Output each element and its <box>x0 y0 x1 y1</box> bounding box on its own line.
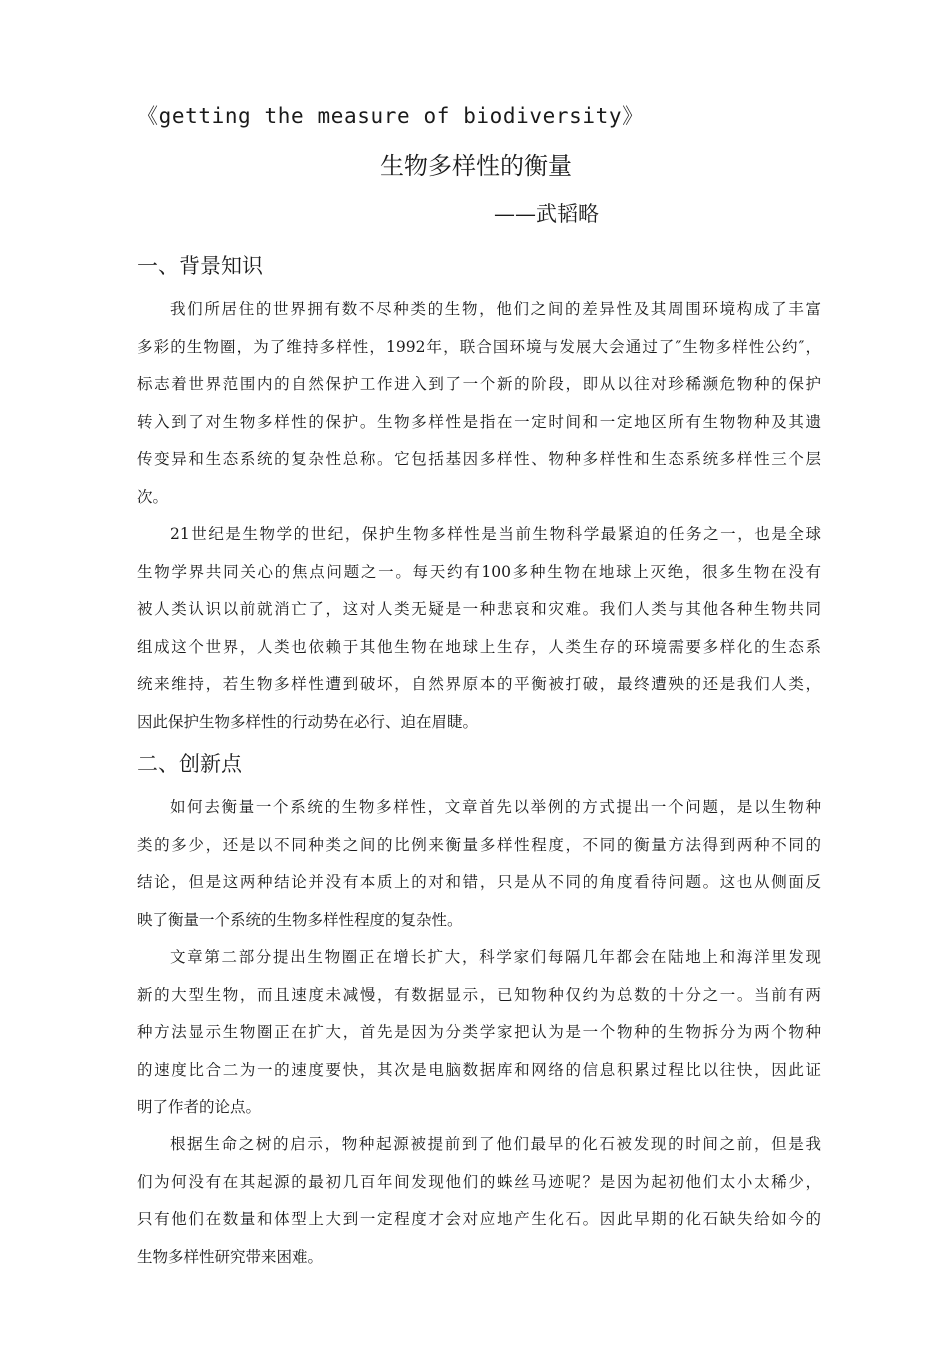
paragraph-line: 类的多少，还是以不同种类之间的比例来衡量多样性程度，不同的衡量方法得到两种不同的 <box>137 835 821 854</box>
paragraph-innovation-1 <box>137 789 821 939</box>
paragraph-line: 们为何没有在其起源的最初几百年间发现他们的蛛丝马迹呢？是因为起初他们太小太稀少， <box>137 1172 821 1191</box>
paragraph-line: 标志着世界范围内的自然保护工作进入到了一个新的阶段，即从以往对珍稀濒危物种的保护 <box>137 375 821 393</box>
paragraph-line: 种方法显示生物圈正在扩大，首先是因为分类学家把认为是一个物种的生物拆分为两个物种 <box>137 1023 821 1041</box>
author-line: ——武韬略 <box>494 202 599 226</box>
section-heading-innovation: 二、创新点 <box>137 752 242 776</box>
paragraph-line: 生物学界共同关心的焦点问题之一。每天约有100多种生物在地球上灭绝，很多生物在没有 <box>137 562 821 581</box>
paragraph-line: 的速度比合二为一的速度要快，其次是电脑数据库和网络的信息积累过程比以往快，因此证 <box>137 1060 821 1079</box>
paragraph-background-2 <box>137 516 821 741</box>
paragraph-line: 因此保护生物多样性的行动势在必行、迫在眉睫。 <box>137 712 479 731</box>
paragraph-line: 如何去衡量一个系统的生物多样性，文章首先以举例的方式提出一个问题，是以生物种 <box>170 798 821 816</box>
paragraph-line: 我们所居住的世界拥有数不尽种类的生物，他们之间的差异性及其周围环境构成了丰富 <box>170 300 821 318</box>
paragraph-line: 生物多样性研究带来困难。 <box>137 1247 324 1266</box>
chinese-title: 生物多样性的衡量 <box>380 152 572 180</box>
paragraph-line: 21世纪是生物学的世纪，保护生物多样性是当前生物科学最紧迫的任务之一，也是全球 <box>170 525 821 543</box>
paragraph-line: 转入到了对生物多样性的保护。生物多样性是指在一定时间和一定地区所有生物物种及其遗 <box>137 412 821 431</box>
section-heading-background: 一、背景知识 <box>137 254 263 278</box>
paragraph-line: 文章第二部分提出生物圈正在增长扩大，科学家们每隔几年都会在陆地上和海洋里发现 <box>170 948 821 966</box>
paragraph-line: 结论，但是这两种结论并没有本质上的对和错，只是从不同的角度看待问题。这也从侧面反 <box>137 873 821 891</box>
paragraph-innovation-3 <box>137 1126 821 1276</box>
paragraph-line: 多彩的生物圈，为了维持多样性，1992年，联合国环境与发展大会通过了″生物多样性公约″， <box>137 337 821 356</box>
paragraph-line: 明了作者的论点。 <box>137 1098 262 1116</box>
paragraph-line: 统来维持，若生物多样性遭到破坏，自然界原本的平衡被打破，最终遭殃的还是我们人类， <box>137 675 821 693</box>
paragraph-innovation-2 <box>137 939 821 1127</box>
paragraph-line: 新的大型生物，而且速度未减慢，有数据显示，已知物种仅约为总数的十分之一。当前有两 <box>137 985 821 1004</box>
english-title: 《getting the measure of biodiversity》 <box>137 104 644 128</box>
paragraph-line: 根据生命之树的启示，物种起源被提前到了他们最早的化石被发现的时间之前，但是我 <box>170 1135 821 1153</box>
paragraph-line: 映了衡量一个系统的生物多样性程度的复杂性。 <box>137 910 463 929</box>
paragraph-line: 组成这个世界，人类也依赖于其他生物在地球上生存，人类生存的环境需要多样化的生态系 <box>137 637 821 656</box>
paragraph-line: 被人类认识以前就消亡了，这对人类无疑是一种悲哀和灾难。我们人类与其他各种生物共同 <box>137 600 821 618</box>
paragraph-line: 次。 <box>137 487 169 506</box>
paragraph-line: 只有他们在数量和体型上大到一定程度才会对应地产生化石。因此早期的化石缺失给如今的 <box>137 1210 821 1228</box>
paragraph-line: 传变异和生态系统的复杂性总称。它包括基因多样性、物种多样性和生态系统多样性三个层 <box>137 450 821 468</box>
paragraph-background-1 <box>137 291 821 516</box>
